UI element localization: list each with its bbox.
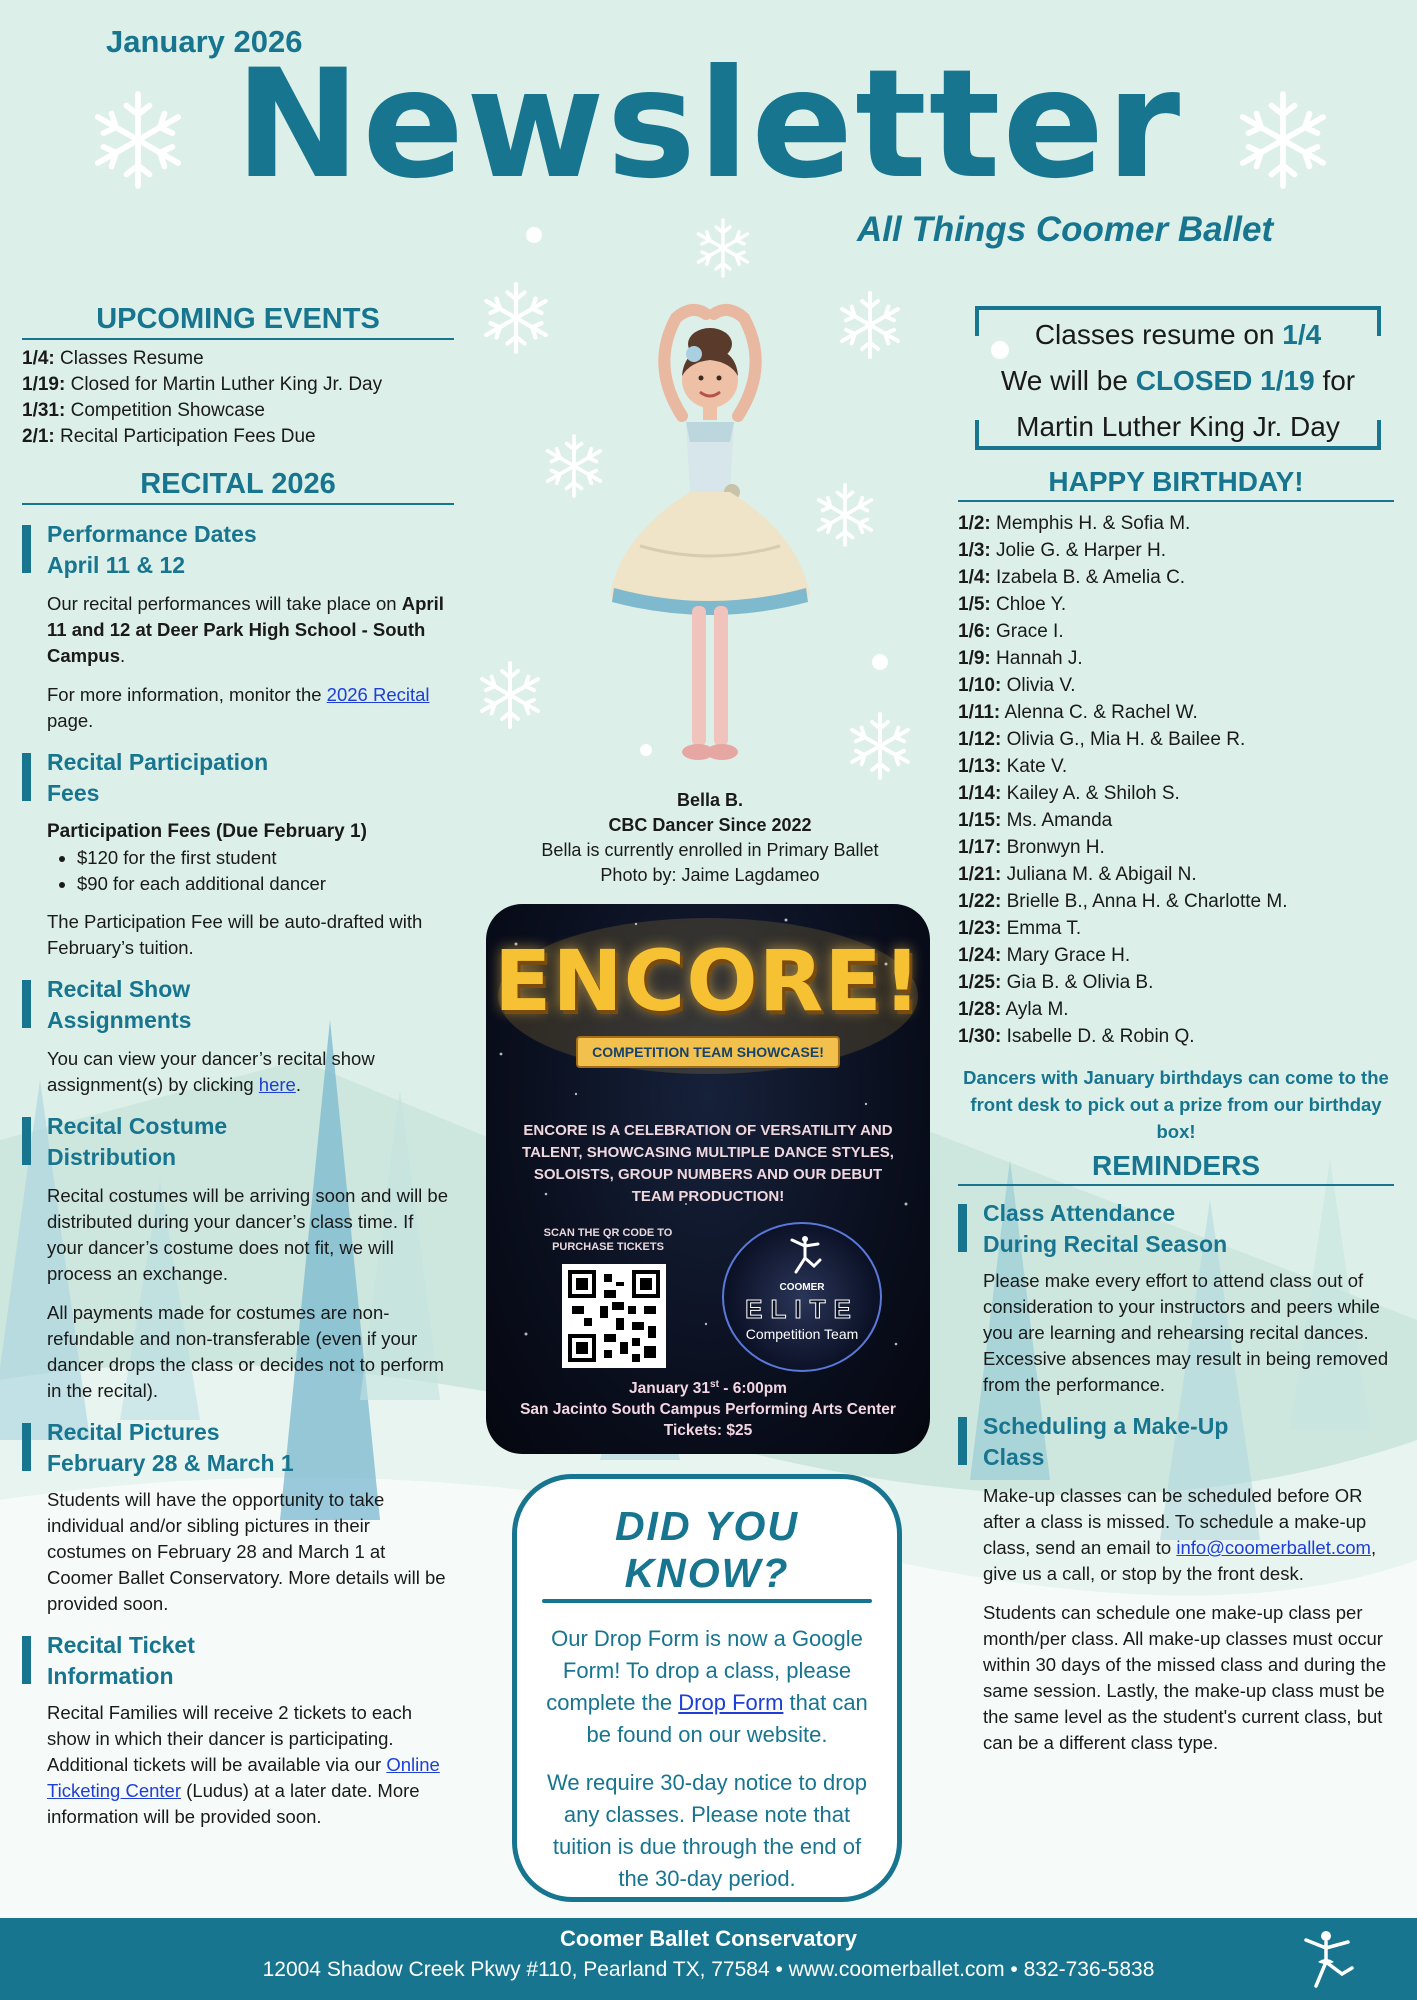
birthday-item: 1/25: Gia B. & Olivia B. [958,972,1154,993]
costume-payment-text: All payments made for costumes are non-refundable and non-transferable (even if your dancer drops the class or decides not to perform in the recital). [47,1302,444,1401]
event-item: 1/31: Competition Showcase [22,400,265,421]
did-you-know-title: DID YOU KNOW? [614,1503,800,1596]
attendance-block [958,1198,1394,1398]
elite-team-logo [722,1222,882,1372]
encore-tickets: Tickets: $25 [663,1422,753,1440]
attendance-text: Please make every effort to attend class out of consideration to your instructors and peers while you are learning and rehearsing recital dances. Excessive absences may result in being removed from the performance. [983,1270,1389,1395]
elite-logo-bottom: Competition Team [745,1326,859,1342]
birthday-item: 1/12: Olivia G., Mia H. & Bailee R. [958,729,1246,750]
drop-form-link[interactable]: Drop Form [678,1690,784,1715]
birthday-item: 1/10: Olivia V. [958,675,1076,696]
ticket-title: Recital Ticket [47,1632,195,1658]
performance-dates-subtitle: April 11 & 12 [47,552,186,578]
show-assignments-subtitle: Assignments [47,1007,192,1033]
makeup-title: Scheduling a Make-Up [983,1413,1229,1439]
encore-title: ENCORE! [493,932,923,1030]
newsletter-subtitle: All Things Coomer Ballet [857,210,1274,249]
show-assignment-link[interactable]: here [258,1074,296,1095]
accent-bar [22,1423,31,1471]
attendance-subtitle: During Recital Season [983,1231,1228,1257]
performance-dates-block [22,519,454,734]
birthday-item: 1/9: Hannah J. [958,648,1083,669]
event-item: 1/19: Closed for Martin Luther King Jr. Day [22,374,383,395]
birthday-prize-note: Dancers with January birthdays can come to the front desk to pick out a prize from our birthday box! [963,1067,1389,1142]
makeup-class-block [958,1411,1394,1756]
recital-pictures-block [22,1417,454,1617]
accent-bar [22,980,31,1028]
accent-bar [22,1117,31,1165]
dancer-name: Bella B. [676,790,744,810]
show-assignments-text: You can view your dancer’s recital show assignment(s) by clicking here. [47,1048,375,1095]
pictures-subtitle: February 28 & March 1 [47,1450,294,1476]
fee-item: • $90 for each additional dancer [77,871,454,897]
pictures-text: Students will have the opportunity to take individual and/or sibling pictures in their costumes on February 28 and March 1 at Coomer Ballet Conservatory. More details will be provided soon. [47,1489,446,1614]
performance-dates-title: Performance Dates [47,521,257,547]
drop-notice-text: We require 30-day notice to drop any classes. Please note that tuition is due through the end of the 30-day period. [547,1770,867,1891]
qr-label: SCAN THE QR CODE TO PURCHASE TICKETS [543,1227,673,1253]
encore-venue: San Jacinto South Campus Performing Arts Center [520,1401,896,1419]
costume-title: Recital Costume [47,1113,228,1139]
performance-more-info: For more information, monitor the 2026 Recital page. [47,684,430,731]
email-link[interactable]: info@coomerballet.com [1176,1537,1371,1558]
birthday-item: 1/6: Grace I. [958,621,1064,642]
ticket-info-block [22,1630,454,1830]
upcoming-events-heading: UPCOMING EVENTS [22,303,454,340]
makeup-policy-text: Students can schedule one make-up class per month/per class. All make-up classes must occur within 30 days of the missed class and during the same session. Lastly, the make-up class must be the same level as the student's current class, but can be a different class type. [983,1602,1387,1753]
reminders-section [958,1150,1394,1769]
elite-logo-top: COOMER [779,1282,825,1293]
event-item: 2/1: Recital Participation Fees Due [22,426,316,447]
dancer-since: CBC Dancer Since 2022 [608,815,812,835]
issue-date: January 2026 [106,24,303,59]
elite-logo-mid: ELITE [745,1294,859,1324]
encore-description: ENCORE IS A CELEBRATION OF VERSATILITY AND TALENT, SHOWCASING MULTIPLE DANCE STYLES, SOLOISTS, GROUP NUMBERS AND OUR DEBUT TEAM PRODUCTION! [522,1122,894,1205]
costume-subtitle: Distribution [47,1144,177,1170]
ticketing-center-link[interactable]: Online Ticketing Center [47,1754,440,1801]
qr-code-icon [568,1270,660,1362]
birthday-item: 1/4: Izabela B. & Amelia C. [958,567,1186,588]
accent-bar [958,1417,967,1465]
dancer-illustration [580,296,840,786]
costume-text: Recital costumes will be arriving soon and will be distributed during your dancer’s class time. If your dancer’s costume does not fit, we will process an exchange. [47,1185,449,1284]
performance-dates-text: Our recital performances will take place on April 11 and 12 at Deer Park High School - South Campus. [47,593,444,666]
birthday-heading: HAPPY BIRTHDAY! [958,466,1394,502]
dancer-silhouette-icon [788,1236,822,1281]
accent-bar [22,753,31,801]
birthday-item: 1/30: Isabelle D. & Robin Q. [958,1026,1195,1047]
birthday-item: 1/23: Emma T. [958,918,1082,939]
ticket-text: Recital Families will receive 2 tickets to each show in which their dancer is participating. Additional tickets will be available via our Online Ticketing Center (Ludus) at a later date. More information will be provided soon. [47,1702,440,1827]
ticket-qr-code[interactable] [562,1264,666,1368]
birthday-item: 1/21: Juliana M. & Abigail N. [958,864,1197,885]
birthday-item: 1/22: Brielle B., Anna H. & Charlotte M. [958,891,1288,912]
birthday-list [958,510,1394,1050]
birthday-item: 1/24: Mary Grace H. [958,945,1131,966]
fees-note: The Participation Fee will be auto-drafted with February’s tuition. [47,911,423,958]
birthday-section [958,466,1394,1145]
footer-contact: 12004 Shadow Creek Pkwy #110, Pearland TX, 77584 • www.coomerballet.com • 832-736-5838 [262,1958,1155,1981]
notice-line-2: We will be CLOSED 1/19 for [1000,365,1356,396]
participation-fees-subtitle: Fees [47,780,100,806]
participation-fees-block [22,747,454,961]
show-assignments-title: Recital Show [47,976,191,1002]
birthday-item: 1/2: Memphis H. & Sofia M. [958,513,1191,534]
recital-heading: RECITAL 2026 [22,468,454,505]
pictures-title: Recital Pictures [47,1419,220,1445]
title-underline [542,1599,872,1603]
costume-distribution-block [22,1111,454,1404]
birthday-item: 1/28: Ayla M. [958,999,1069,1020]
encore-poster [486,904,930,1454]
footer-org-name: Coomer Ballet Conservatory [559,1926,858,1951]
birthday-item: 1/3: Jolie G. & Harper H. [958,540,1167,561]
encore-logo [486,932,930,1068]
event-item: 1/4: Classes Resume [22,348,204,369]
accent-bar [22,1636,31,1684]
reminders-heading: REMINDERS [958,1150,1394,1186]
fees-list [47,845,454,897]
notice-line-1: Classes resume on 1/4 [1034,319,1322,350]
photo-caption [490,788,930,888]
accent-bar [22,525,31,573]
encore-banner: COMPETITION TEAM SHOWCASE! [576,1036,840,1068]
notice-line-3: Martin Luther King Jr. Day [1016,411,1340,442]
did-you-know-box [512,1474,902,1902]
class-notice-box [975,306,1381,450]
recital-page-link[interactable]: 2026 Recital [326,684,430,705]
show-assignments-block [22,974,454,1098]
encore-event-info [486,1374,930,1441]
birthday-item: 1/14: Kailey A. & Shiloh S. [958,783,1180,804]
events-list [22,346,454,450]
makeup-subtitle: Class [983,1444,1045,1470]
dancer-enrolled: Bella is currently enrolled in Primary Ballet [541,840,879,860]
birthday-item: 1/17: Bronwyn H. [958,837,1105,858]
attendance-title: Class Attendance [983,1200,1176,1226]
birthday-item: 1/15: Ms. Amanda [958,810,1113,831]
makeup-text: Make-up classes can be scheduled before OR after a class is missed. To schedule a make-up class, send an email to info@coomerballet.com, give us a call, or stop by the front desk. [983,1485,1377,1584]
accent-bar [958,1204,967,1252]
drop-form-text: Our Drop Form is now a Google Form! To drop a class, please complete the Drop Form that can be found on our website. [546,1626,868,1747]
birthday-item: 1/13: Kate V. [958,756,1068,777]
recital-section [22,468,454,1843]
ballet-dancer-logo-icon [1296,1928,1356,1995]
participation-fees-title: Recital Participation [47,749,269,775]
fees-due-label: Participation Fees (Due February 1) [47,821,367,842]
encore-date: January 31st - 6:00pm [629,1379,787,1398]
birthday-item: 1/5: Chloe Y. [958,594,1067,615]
newsletter-title: Newsletter [234,38,1183,212]
photo-credit: Photo by: Jaime Lagdameo [600,865,820,885]
ticket-subtitle: Information [47,1663,174,1689]
birthday-item: 1/11: Alenna C. & Rachel W. [958,702,1198,723]
dancer-photo [580,296,840,786]
footer [0,1918,1417,2000]
fee-item: • $120 for the first student [77,845,454,871]
upcoming-events-section [22,303,454,450]
